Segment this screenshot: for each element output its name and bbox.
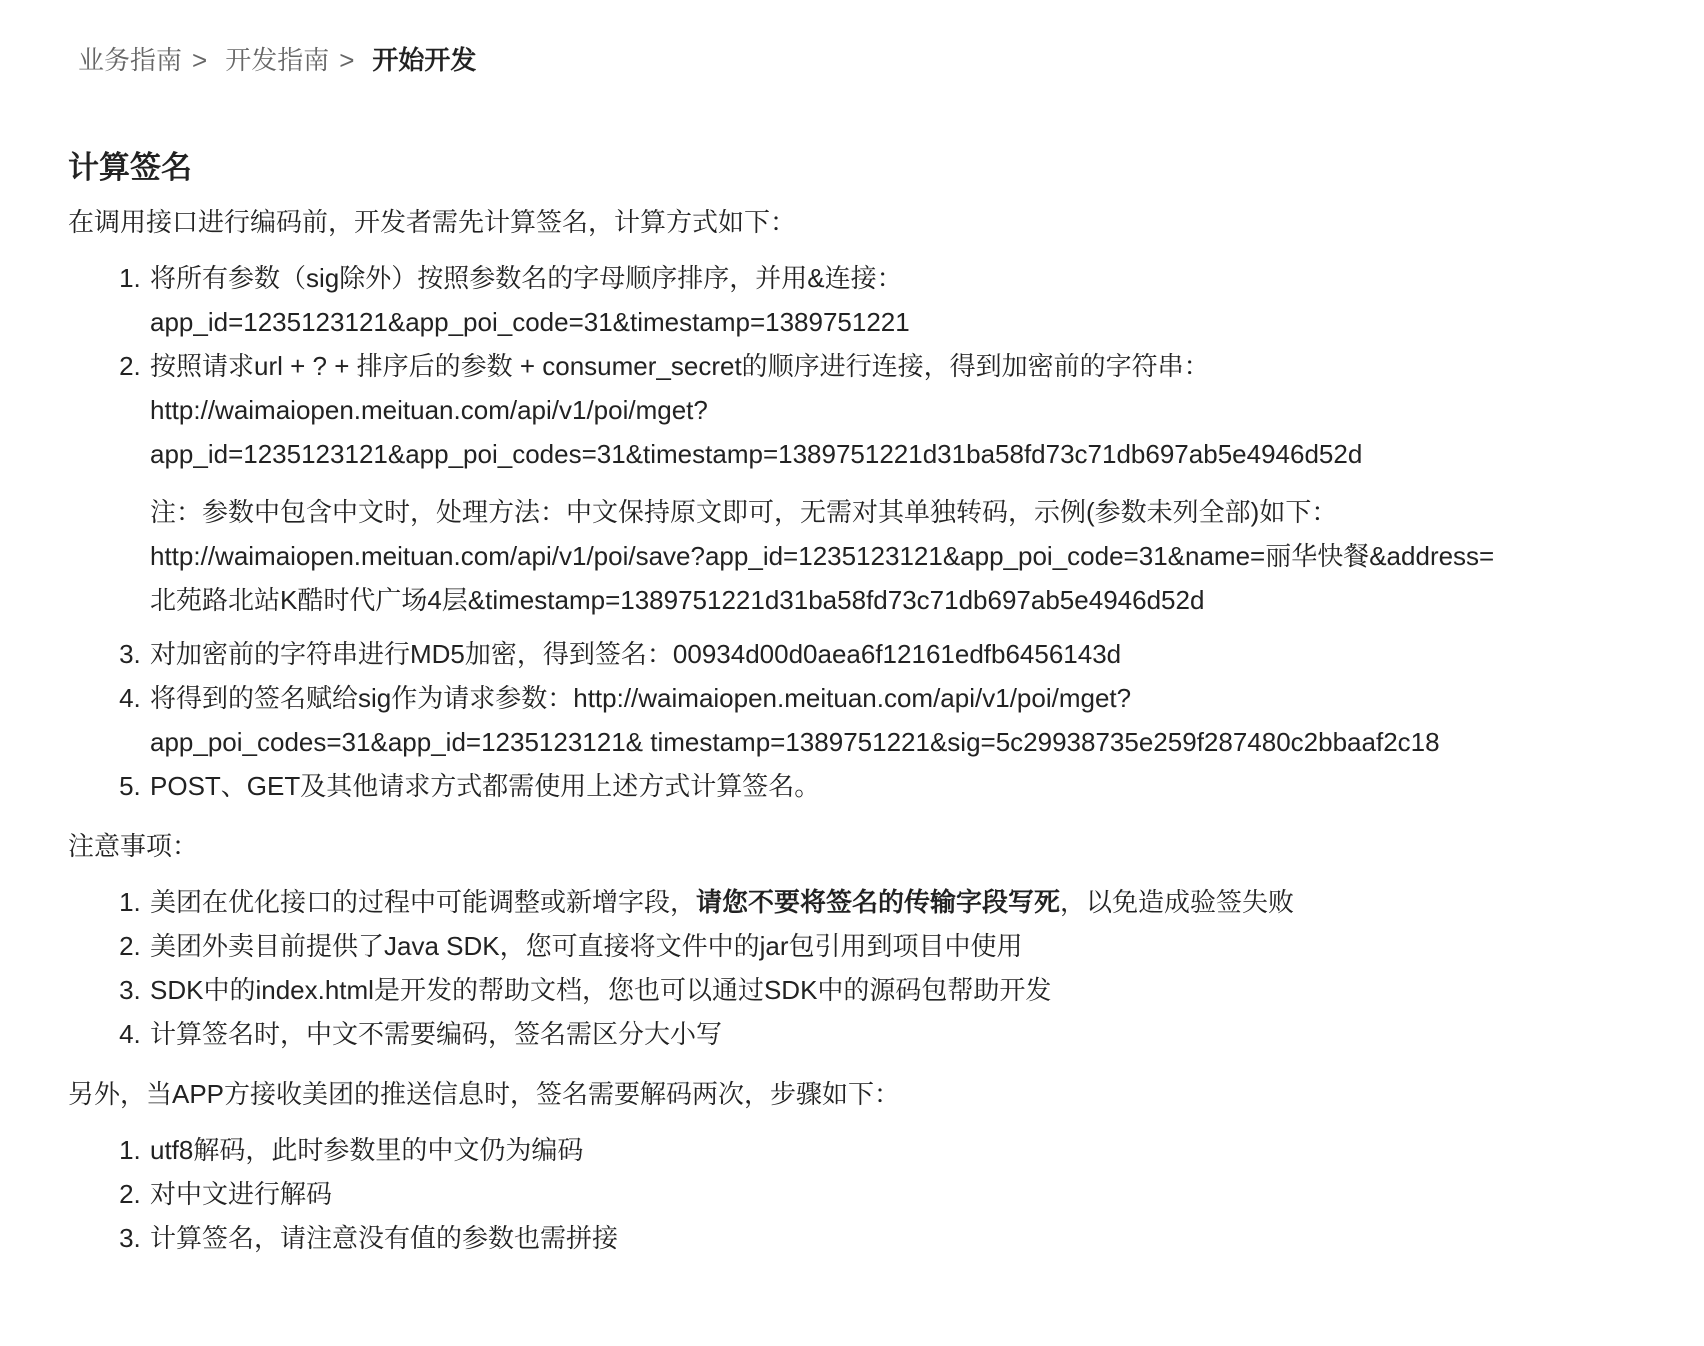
note-url: 北苑路北站K酷时代广场4层&timestamp=1389751221d31ba58fd73c71db697ab5e4946d52d [150,585,1205,615]
note-url: http://waimaiopen.meituan.com/api/v1/poi/save?app_id=1235123121&app_poi_code=31&name=丽华快餐&address= [150,541,1495,571]
breadcrumb-current: 开始开发 [372,45,477,75]
note-text: ，以免造成验签失败 [1060,887,1295,917]
list-item: 2. 对中文进行解码 [148,1172,1668,1216]
step-text: 4. 将得到的签名赋给sig作为请求参数：http://waimaiopen.meituan.com/api/v1/poi/mget? [150,683,1132,713]
note-text: 注：参数中包含中文时，处理方法：中文保持原文即可，无需对其单独转码，示例(参数未列全部)如下： [150,497,1338,527]
step-url: app_id=1235123121&app_poi_codes=31&timestamp=1389751221d31ba58fd73c71db697ab5e4946d52d [150,439,1363,469]
notes-list [68,880,1668,1056]
list-item: 4. 计算签名时，中文不需要编码，签名需区分大小写 [148,1012,1668,1056]
decode-intro: 另外，当APP方接收美团的推送信息时，签名需要解码两次，步骤如下： [68,1079,901,1109]
decode-steps-list [68,1128,1668,1260]
list-item: 1. utf8解码，此时参数里的中文仍为编码 [148,1128,1668,1172]
step-text: 3. 对加密前的字符串进行MD5加密，得到签名：00934d00d0aea6f12161edfb6456143d [150,639,1122,669]
section-intro: 在调用接口进行编码前，开发者需先计算签名，计算方式如下： [68,207,797,237]
list-item [148,256,1668,344]
notes-title: 注意事项： [68,831,199,861]
list-item [148,764,1668,808]
list-item [148,344,1668,622]
list-item: 3. 计算签名，请注意没有值的参数也需拼接 [148,1216,1668,1260]
note-emphasis: 请您不要将签名的传输字段写死 [696,887,1061,917]
step-text: 1. 将所有参数（sig除外）按照参数名的字母顺序排序，并用&连接： [150,263,903,293]
article-content [68,146,1668,1276]
breadcrumb-separator: > [339,45,355,75]
chinese-param-note [150,490,1668,622]
breadcrumb-separator: > [192,45,208,75]
list-item: 3. SDK中的index.html是开发的帮助文档，您也可以通过SDK中的源码包帮助开发 [148,968,1668,1012]
section-title: 计算签名 [68,150,192,185]
signature-steps-list [68,256,1668,808]
list-item [148,632,1668,676]
breadcrumb-item-business-guide[interactable]: 业务指南 [78,45,183,75]
step-url: http://waimaiopen.meituan.com/api/v1/poi/mget? [150,395,708,425]
breadcrumb-item-dev-guide[interactable]: 开发指南 [225,45,330,75]
step-code: app_id=1235123121&app_poi_code=31&timestamp=1389751221 [150,307,910,337]
list-item: 2. 美团外卖目前提供了Java SDK，您可直接将文件中的jar包引用到项目中使用 [148,924,1668,968]
note-text: 美团在优化接口的过程中可能调整或新增字段， [150,887,697,917]
list-item [148,676,1668,764]
breadcrumb [78,40,476,80]
list-item [148,880,1668,924]
step-code: app_poi_codes=31&app_id=1235123121& timestamp=1389751221&sig=5c29938735e259f287480c2bbaaf2c18 [150,727,1440,757]
step-text: 2. 按照请求url + ? + 排序后的参数 + consumer_secret的顺序进行连接，得到加密前的字符串： [150,351,1210,381]
step-text: 5. POST、GET及其他请求方式都需使用上述方式计算签名。 [150,771,821,801]
